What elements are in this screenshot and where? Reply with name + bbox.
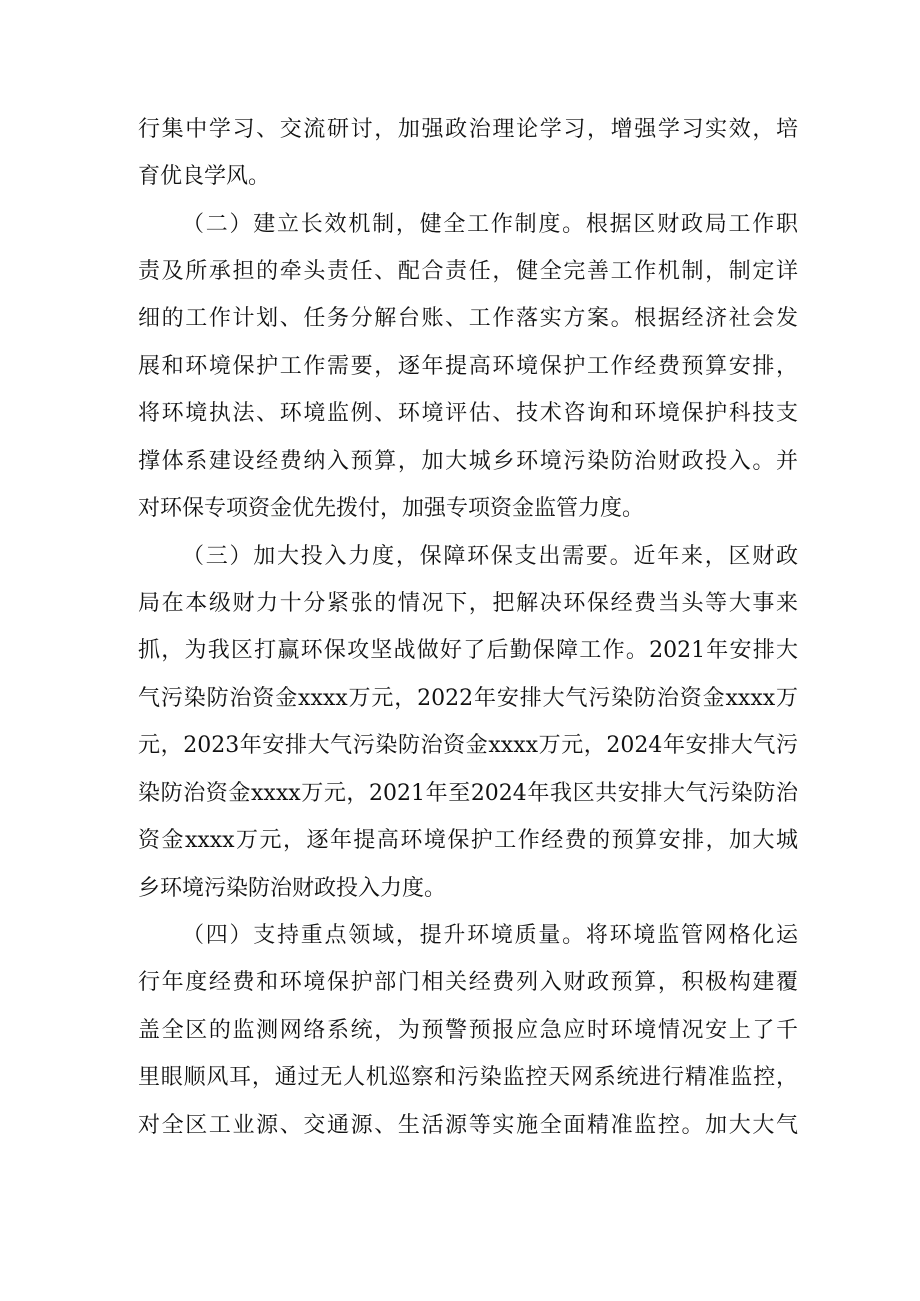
paragraph-3-line-3: 抓，为我区打赢环保攻坚战做好了后勤保障工作。2021年安排大 xyxy=(138,638,798,663)
paragraph-4-line-5: 对全区工业源、交通源、生活源等实施全面精准监控。加大大气 xyxy=(138,1113,798,1138)
paragraph-2-line-1: （二）建立长效机制，健全工作制度。根据区财政局工作职 xyxy=(182,212,798,237)
paragraph-3-line-2: 局在本级财力十分紧张的情况下，把解决环保经费当头等大事来 xyxy=(138,591,798,616)
paragraph-3-line-1: （三）加大投入力度，保障环保支出需要。近年来，区财政 xyxy=(182,544,798,569)
paragraph-3-line-4: 气污染防治资金xxxx万元，2022年安排大气污染防治资金xxxx万 xyxy=(138,686,798,711)
paragraph-3-line-5: 元，2023年安排大气污染防治资金xxxx万元，2024年安排大气污 xyxy=(138,733,798,758)
paragraph-4-line-3: 盖全区的监测网络系统，为预警预报应急应时环境情况安上了千 xyxy=(138,1018,798,1043)
paragraph-2-line-7: 对环保专项资金优先拨付，加强专项资金监管力度。 xyxy=(138,496,645,521)
paragraph-2-line-6: 撑体系建设经费纳入预算，加大城乡环境污染防治财政投入。并 xyxy=(138,449,798,474)
paragraph-2-line-5: 将环境执法、环境监例、环境评估、技术咨询和环境保护科技支 xyxy=(138,401,798,426)
paragraph-2-line-2: 责及所承担的牵头责任、配合责任，健全完善工作机制，制定详 xyxy=(138,259,798,284)
paragraph-4-line-2: 行年度经费和环境保护部门相关经费列入财政预算，积极构建覆 xyxy=(138,970,798,995)
paragraph-1-line-1: 行集中学习、交流研讨，加强政治理论学习，增强学习实效，培 xyxy=(138,117,798,142)
paragraph-1-line-2: 育优良学风。 xyxy=(138,164,271,189)
paragraph-2-line-3: 细的工作计划、任务分解台账、工作落实方案。根据经济社会发 xyxy=(138,306,798,331)
paragraph-3-line-6: 染防治资金xxxx万元，2021年至2024年我区共安排大气污染防治 xyxy=(138,781,798,806)
paragraph-2-line-4: 展和环境保护工作需要，逐年提高环境保护工作经费预算安排， xyxy=(138,354,798,379)
paragraph-3-line-8: 乡环境污染防治财政投入力度。 xyxy=(138,876,447,901)
paragraph-3-line-7: 资金xxxx万元，逐年提高环境保护工作经费的预算安排，加大城 xyxy=(138,828,798,853)
paragraph-4-line-4: 里眼顺风耳，通过无人机巡察和污染监控天网系统进行精准监控， xyxy=(138,1065,798,1090)
paragraph-4-line-1: （四）支持重点领域，提升环境质量。将环境监管网格化运 xyxy=(182,923,798,948)
